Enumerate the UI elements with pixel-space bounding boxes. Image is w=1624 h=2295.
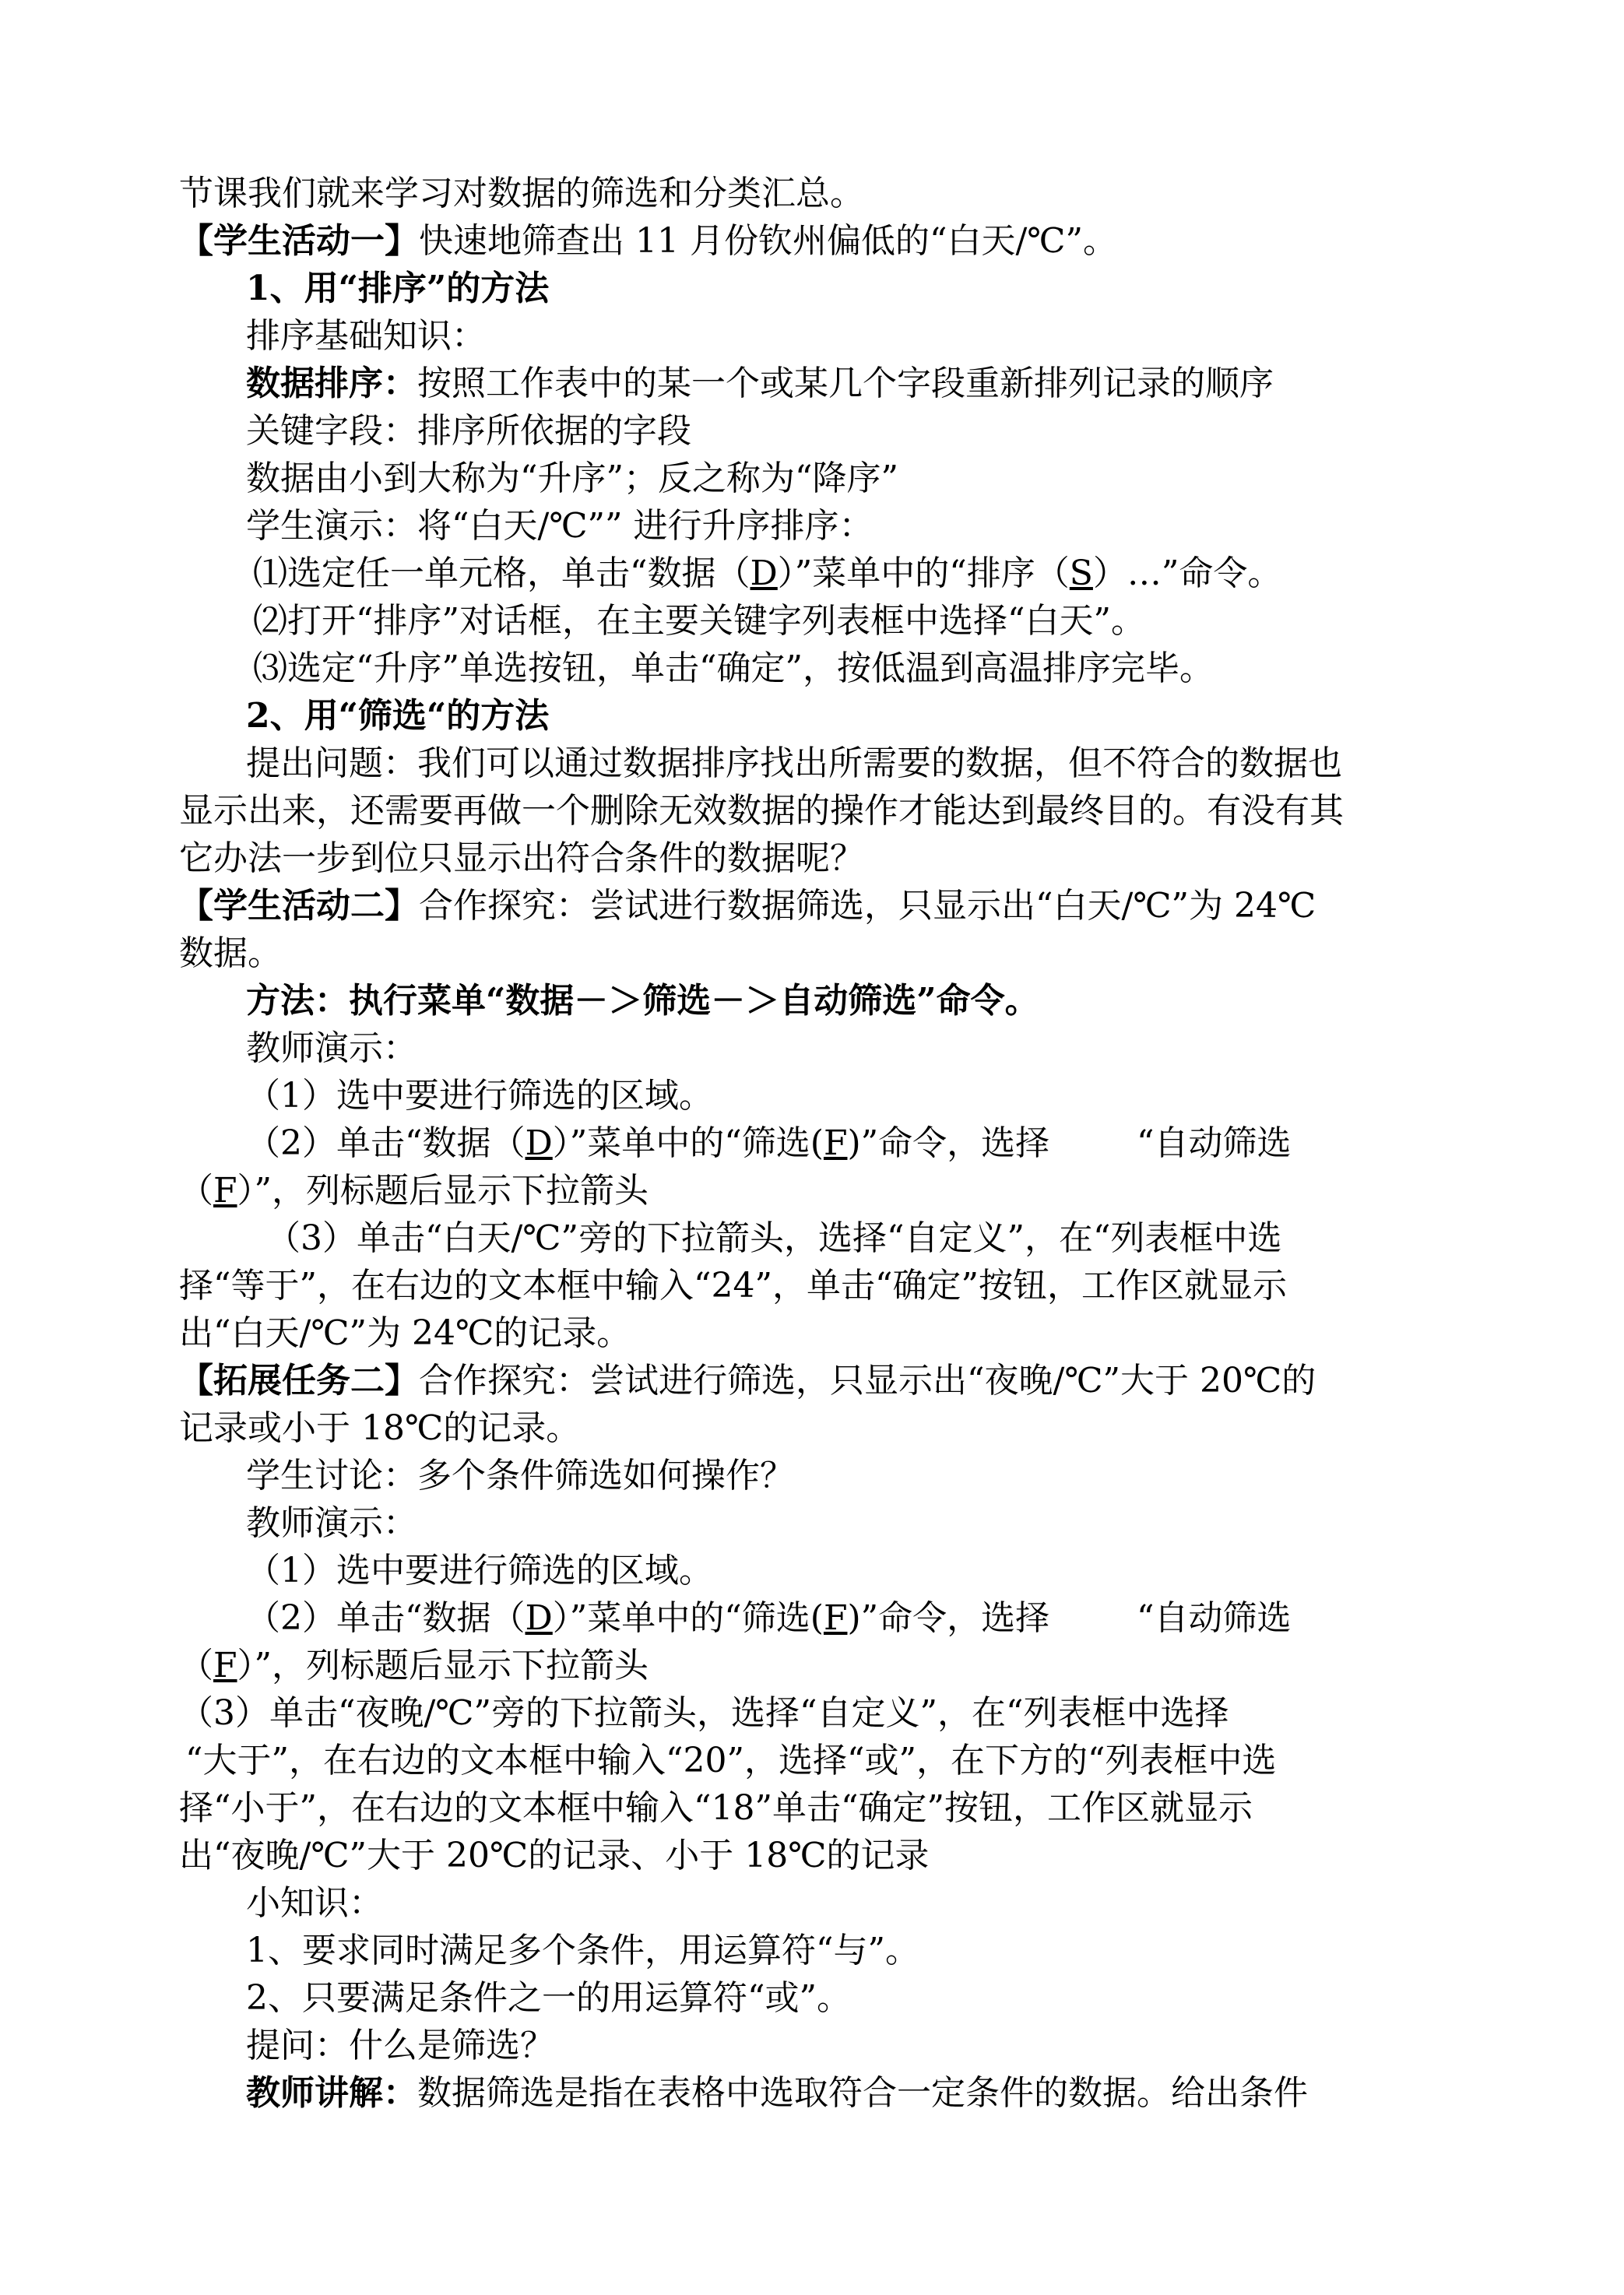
bold-text: 方法：执行菜单“数据－＞筛选－＞自动筛选”命令。 (246, 981, 1039, 1021)
text-line (179, 835, 1456, 882)
underlined-letter: S (1069, 554, 1093, 593)
underlined-letter: F (823, 1598, 848, 1638)
text-line (179, 1547, 1456, 1594)
text-line (179, 1737, 1456, 1784)
text-run: )”命令，选择 “自动筛选 (847, 1598, 1292, 1638)
text-line (179, 1167, 1456, 1214)
text-line (179, 787, 1456, 835)
text-run: “大于”，在右边的文本框中输入“20”，选择“或”，在下方的“列表框中选 (185, 1741, 1277, 1780)
document-body (179, 170, 1456, 2117)
text-line (179, 360, 1456, 407)
text-run: ）”菜单中的“筛选( (552, 1123, 824, 1163)
underlined-letter: D (525, 1123, 553, 1163)
text-run: 记录或小于 18℃的记录。 (179, 1408, 581, 1448)
text-run: )”命令，选择 “自动筛选 (847, 1123, 1292, 1163)
bold-text: 教师讲解： (246, 2073, 417, 2113)
text-line (179, 1452, 1456, 1499)
text-run: 数据。 (179, 933, 282, 973)
text-line (179, 740, 1456, 787)
text-run: （2）单击“数据（ (246, 1598, 526, 1638)
text-run: ）”，列标题后显示下拉箭头 (237, 1171, 649, 1211)
text-run: （ (179, 1646, 213, 1685)
text-line (179, 2069, 1456, 2117)
text-line (179, 1404, 1456, 1452)
text-line (179, 2022, 1456, 2069)
text-run: 节课我们就来学习对数据的筛选和分类汇总。 (179, 174, 864, 213)
text-line (179, 1974, 1456, 2022)
text-run: 小知识： (246, 1883, 383, 1923)
text-line (179, 977, 1456, 1024)
text-run: 排序基础知识： (246, 316, 486, 356)
text-line (179, 1072, 1456, 1119)
text-line (179, 455, 1456, 502)
text-line (179, 1309, 1456, 1357)
text-line (179, 1689, 1456, 1737)
text-line (179, 1832, 1456, 1879)
bold-text: 数据排序： (246, 364, 417, 403)
text-line (179, 1214, 1456, 1262)
text-run: 数据由小到大称为“升序”；反之称为“降序” (246, 459, 898, 498)
text-line (179, 597, 1456, 645)
bold-text: 【学生活动一】 (179, 221, 419, 261)
text-run: （1）选中要进行筛选的区域。 (246, 1076, 713, 1116)
text-run: 快速地筛查出 11 月份钦州偏低的“白天/℃”。 (419, 221, 1117, 261)
bold-text: 1、用“排序”的方法 (246, 269, 550, 308)
text-line (179, 1642, 1456, 1689)
text-run: ⑴选定任一单元格，单击“数据（ (253, 554, 750, 593)
text-line (179, 882, 1456, 930)
underlined-letter: F (823, 1123, 848, 1163)
bold-text: 【学生活动二】 (179, 886, 419, 926)
text-run: （3）单击“白天/℃”旁的下拉箭头，选择“自定义”，在“列表框中选 (266, 1218, 1282, 1258)
text-line (179, 265, 1456, 312)
text-line (179, 645, 1456, 692)
text-line (179, 1784, 1456, 1832)
text-run: 显示出来，还需要再做一个删除无效数据的操作才能达到最终目的。有没有其 (179, 791, 1344, 831)
text-run: ）”，列标题后显示下拉箭头 (237, 1646, 649, 1685)
text-run: ⑵打开“排序”对话框，在主要关键字列表框中选择“白天”。 (253, 601, 1145, 641)
text-run: ⑶选定“升序”单选按钮，单击“确定”，按低温到高温排序完毕。 (253, 648, 1214, 688)
text-run: 它办法一步到位只显示出符合条件的数据呢？ (179, 838, 864, 878)
text-run: 合作探究：尝试进行筛选，只显示出“夜晚/℃”大于 20℃的 (419, 1361, 1316, 1401)
underlined-letter: F (213, 1646, 237, 1685)
bold-text: 【拓展任务二】 (179, 1361, 419, 1401)
text-run: 出“白天/℃”为 24℃的记录。 (179, 1313, 631, 1353)
text-run: 按照工作表中的某一个或某几个字段重新排列记录的顺序 (417, 364, 1274, 403)
text-line (179, 1262, 1456, 1309)
text-run: 1、要求同时满足多个条件，用运算符“与”。 (246, 1931, 919, 1970)
bold-text: 2、用“筛选“的方法 (246, 696, 550, 736)
text-line (179, 502, 1456, 550)
underlined-letter: D (750, 554, 778, 593)
text-line (179, 312, 1456, 360)
text-run: （ (179, 1171, 213, 1211)
text-line (179, 1927, 1456, 1974)
text-run: 学生讨论：多个条件筛选如何操作？ (246, 1456, 794, 1495)
text-run: ）…”命令。 (1092, 554, 1282, 593)
text-line (179, 1119, 1456, 1167)
text-run: 合作探究：尝试进行数据筛选，只显示出“白天/℃”为 24℃ (419, 886, 1316, 926)
text-line (179, 1499, 1456, 1547)
text-run: （3）单击“夜晚/℃”旁的下拉箭头，选择“自定义”，在“列表框中选择 (179, 1693, 1229, 1733)
underlined-letter: D (525, 1598, 553, 1638)
text-run: 提问：什么是筛选？ (246, 2026, 554, 2065)
text-run: （2）单击“数据（ (246, 1123, 526, 1163)
text-run: 教师演示： (246, 1503, 417, 1543)
text-line (179, 930, 1456, 977)
text-run: 关键字段：排序所依据的字段 (246, 411, 691, 451)
text-run: 2、只要满足条件之一的用运算符“或”。 (246, 1978, 851, 2018)
text-line (179, 550, 1456, 597)
text-line (179, 692, 1456, 740)
text-line (179, 407, 1456, 455)
text-run: 教师演示： (246, 1028, 417, 1068)
text-line (179, 1594, 1456, 1642)
underlined-letter: F (213, 1171, 237, 1211)
text-run: ）”菜单中的“排序（ (777, 554, 1070, 593)
text-run: 学生演示：将“白天/℃”” 进行升序排序： (246, 506, 874, 546)
text-run: ）”菜单中的“筛选( (552, 1598, 824, 1638)
text-line (179, 1024, 1456, 1072)
text-run: （1）选中要进行筛选的区域。 (246, 1551, 713, 1590)
text-run: 择“小于”，在右边的文本框中输入“18”单击“确定”按钮，工作区就显示 (179, 1788, 1253, 1828)
text-line (179, 1357, 1456, 1404)
text-run: 出“夜晚/℃”大于 20℃的记录、小于 18℃的记录 (179, 1836, 930, 1875)
text-run: 择“等于”，在右边的文本框中输入“24”，单击“确定”按钮，工作区就显示 (179, 1266, 1287, 1306)
text-line (179, 217, 1456, 265)
text-run: 提出问题：我们可以通过数据排序找出所需要的数据，但不符合的数据也 (246, 743, 1342, 783)
text-run: 数据筛选是指在表格中选取符合一定条件的数据。给出条件 (417, 2073, 1308, 2113)
text-line (179, 1879, 1456, 1927)
text-line (179, 170, 1456, 217)
